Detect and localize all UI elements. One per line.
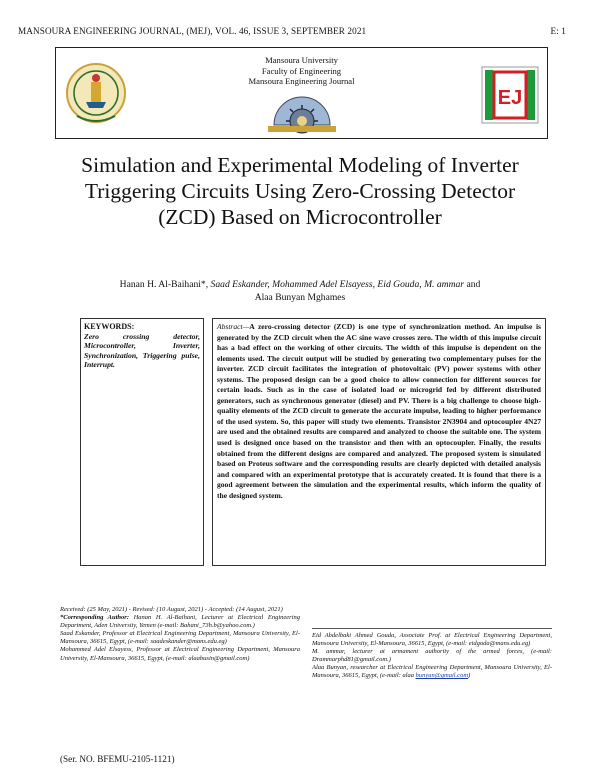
first-author: Hanan H. Al-Baihani*,: [119, 279, 209, 290]
page-number: E: 1: [550, 26, 566, 36]
keywords-list: Zero crossing detector, Microcontroller, Inverter, Synchronization, Triggering pulse, Interrupt.: [84, 331, 200, 370]
mohammed-note: Mohammed Adel Elsayess, Professor at Electrical Engineering Department, Mansoura University, El-Mansoura, 36615, Egypt, (e-mail: alaabusin@gmail.com): [60, 646, 300, 662]
footnotes-left-column: [60, 606, 300, 663]
journal-header: MANSOURA ENGINEERING JOURNAL, (MEJ), VOL. 46, ISSUE 3, SEPTEMBER 2021: [18, 26, 367, 36]
eid-note: Eid Abdelbaki Ahmed Gouda, Associate Prof. at Electrical Engineering Department, Mansoura University, El-Mansoura, 36615, Egypt, (e-mail: eidgoda@mans.edu.eg): [312, 632, 552, 648]
footnote-divider: [312, 628, 552, 629]
abstract-body: A zero-crossing detector (ZCD) is one type of synchronization method. An impulse is generated by the ZCD circuit when the AC sine wave crosses zero. The width of this impulse circuit has a bad effect on the working of other circuits. The width of this impulse is dependent on the elements used. The circuit output will be studied by generating two complementary pulses for the inverter. ZCD circuit facilitates the integration of photovoltaic (PV) power systems with other systems. The proposed design can be a good choice to allow connection for different sources for certain loads. Such as in the case of isolated load or microgrid fed by different distributed generators, such as synchronous generator (diesel) and PV. There is a big challenge to choose high-quality elements of the ZCD circuit to generate the accurate impulse, leading to higher performance of the used system. So, this paper will study two elements. Transistor 2N3904 and optocoupler 4N27 are used and the obtained results are compared and analyzed to choose the suitable one. The system used is designed once based on the transistor and then with an optocoupler. Finally, the results obtained from the different designs are compared and analyzed. The proposed system is simulated based on Proteus software and the corresponding results are clearly depicted with detailed analysis and compared with an experimental prototype that is accurately created. It is found that there is a good agreement between the simulation and the experimental results, which inform the quality of the designed system.: [217, 322, 541, 500]
ammar-note: M. ammar, lecturer at armament authority of the armed forces, (e-mail: Drammarphd81@gmail.com.): [312, 648, 552, 664]
ej-journal-logo-icon: [481, 66, 539, 124]
engineering-gear-logo-icon: [262, 93, 342, 137]
abstract-lead: Abstract—: [217, 322, 250, 331]
last-author: Alaa Bunyan Mghames: [254, 292, 346, 303]
journal-name: Mansoura Engineering Journal: [248, 76, 355, 87]
received-dates: Received: (25 May, 2021) - Revised: (10 August, 2021) - Accepted: (14 August, 2021): [60, 606, 283, 613]
keywords-box: [80, 318, 204, 566]
alaa-note: [312, 664, 552, 680]
alaa-note-close: ): [468, 672, 471, 680]
university-name: Mansoura University: [265, 55, 338, 65]
author-list: [80, 278, 520, 304]
keywords-heading: KEYWORDS:: [84, 322, 135, 331]
university-lines: [56, 55, 547, 87]
university-emblem-icon: [65, 62, 127, 128]
running-header: [18, 26, 566, 36]
alaa-email-link[interactable]: bunyan@gmail.com: [415, 672, 469, 680]
corresponding-label: *Corresponding Author:: [60, 614, 129, 622]
ej-logo-text: EJ: [497, 87, 523, 109]
masthead: [55, 47, 548, 139]
authors-and: and: [466, 279, 481, 290]
co-authors: Saad Eskander, Mohammed Adel Elsayess, Eid Gouda, M. ammar: [210, 279, 465, 290]
serial-number: (Ser. NO. BFEMU-2105-1121): [60, 754, 175, 764]
footnotes-right-column: [312, 632, 552, 681]
corresponding-author-note: Hanan H. Al-Baihani, Lecturer at Electrical Engineering Department, Aden University, Yemen (e-mail: Bahani_73h.b@yahoo.com.): [60, 614, 301, 630]
abstract-box: [212, 318, 546, 566]
paper-title: Simulation and Experimental Modeling of Inverter Triggering Circuits Using Zero-Crossing Detector (ZCD) Based on Microcontroller: [81, 153, 519, 229]
faculty-name: Faculty of Engineering: [261, 65, 342, 76]
saad-note: Saad Eskander, Professor at Electrical Engineering Department, Mansoura University, El-Mansoura, 36615, Egypt, (e-mail: saadeskander@mans.edu.eg): [60, 630, 300, 646]
alaa-note-text: Alaa Bunyan, researcher at Electrical Engineering Department, Mansoura University, El-Mansoura, 36615, Egypt, (e-mail: alaa: [312, 664, 552, 680]
